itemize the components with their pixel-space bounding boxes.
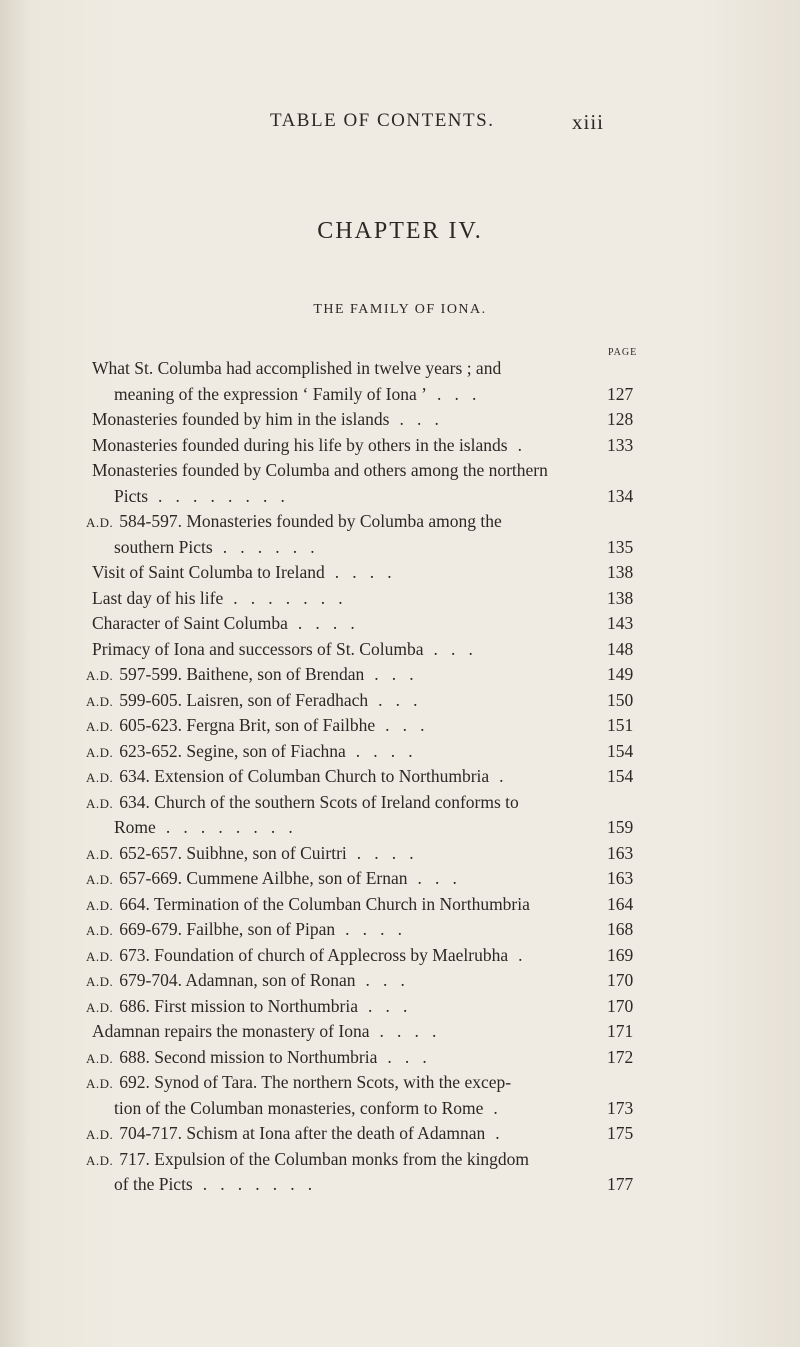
toc-page-number: 128 (607, 409, 634, 429)
toc-leader-dots: . . . (436, 383, 477, 404)
toc-leader-dots: . . . . (356, 842, 414, 863)
toc-entry (86, 1172, 656, 1198)
toc-text: 664. Termination of the Columban Church in Northumbria (119, 893, 530, 914)
toc-leader-dots: . . . . (345, 919, 402, 939)
toc-text: 597-599. Baithene, son of Brendan (119, 664, 365, 684)
toc-text: 717. Expulsion of the Columban monks from the kingdom (119, 1148, 530, 1169)
toc-leader-dots: . . . . (379, 1021, 437, 1041)
toc-entry (86, 433, 656, 459)
toc-entry (86, 509, 656, 535)
toc-leader-dots: . . . (365, 970, 405, 990)
toc-leader-dots: . . . (367, 995, 408, 1016)
toc-page-number: 170 (607, 995, 634, 1016)
toc-leader-dots: . . . (433, 638, 473, 659)
running-title: TABLE OF CONTENTS. (270, 110, 495, 131)
toc-leader-dots: . (518, 944, 523, 965)
toc-leader-dots: . . . (417, 868, 457, 888)
toc-entry (86, 637, 656, 663)
toc-entry (86, 841, 656, 867)
toc-entry (86, 1070, 656, 1096)
toc-entry (86, 1096, 656, 1122)
toc-entry (86, 790, 656, 816)
toc-era: A.D. (86, 1127, 114, 1142)
toc-text: 679-704. Adamnan, son of Ronan (119, 970, 356, 990)
toc-text: Adamnan repairs the monastery of Iona (92, 1021, 370, 1041)
toc-era: A.D. (86, 999, 114, 1015)
toc-entry (86, 611, 656, 637)
toc-text: Monasteries founded by Columba and others among the northern (92, 460, 548, 480)
toc-era: A.D. (86, 1076, 114, 1091)
toc-text: 584-597. Monasteries founded by Columba among the (119, 511, 502, 531)
toc-text: Monasteries founded by him in the islands (92, 409, 390, 429)
toc-text: What St. Columba had accomplished in twelve years ; and (92, 358, 502, 378)
toc-era: A.D. (86, 948, 114, 964)
toc-entry (86, 968, 656, 994)
toc-text: 652-657. Suibhne, son of Cuirtri (119, 842, 347, 863)
toc-page-number: 169 (607, 944, 634, 965)
toc-entry (86, 713, 656, 739)
toc-entry (86, 560, 656, 586)
toc-entry (86, 1121, 656, 1147)
toc-leader-dots: . . . (387, 1046, 427, 1067)
toc-text: Picts (114, 485, 149, 506)
toc-era: A.D. (86, 668, 114, 683)
toc-page-number: 172 (607, 1046, 634, 1067)
toc-leader-dots: . (517, 434, 522, 455)
toc-entry (86, 535, 656, 561)
toc-leader-dots: . (499, 766, 504, 786)
toc-text: Visit of Saint Columba to Ireland (92, 562, 325, 582)
toc-leader-dots: . . . . . . . (202, 1174, 313, 1194)
toc-leader-dots: . . . . . . (222, 536, 315, 557)
toc-entry (86, 1045, 656, 1071)
toc-page-number: 127 (607, 383, 634, 404)
table-of-contents (86, 356, 656, 1198)
toc-text: 686. First mission to Northumbria (119, 995, 358, 1016)
toc-entry (86, 739, 656, 765)
toc-page-number: 159 (607, 817, 634, 837)
toc-era: A.D. (86, 923, 114, 938)
toc-page-number: 175 (607, 1123, 634, 1143)
toc-page-number: 163 (607, 842, 634, 863)
toc-text: 634. Extension of Columban Church to Northumbria (119, 766, 490, 786)
toc-leader-dots: . (495, 1123, 500, 1143)
toc-text: meaning of the expression ‘ Family of Iona ’ (114, 383, 427, 404)
toc-text: 688. Second mission to Northumbria (119, 1046, 378, 1067)
toc-page-number: 138 (607, 562, 634, 582)
toc-entry (86, 1019, 656, 1045)
toc-leader-dots: . . . . (297, 613, 355, 633)
toc-text: 599-605. Laisren, son of Feradhach (119, 689, 369, 710)
toc-text: of the Picts (114, 1174, 193, 1194)
toc-leader-dots: . . . (385, 715, 425, 735)
toc-entry (86, 688, 656, 714)
toc-entry (86, 815, 656, 841)
toc-text: 673. Foundation of church of Applecross by Maelrubha (119, 944, 509, 965)
toc-leader-dots: . . . . . . . . (165, 817, 293, 837)
toc-text: Last day of his life (92, 587, 224, 608)
toc-era: A.D. (86, 846, 114, 862)
toc-page-number: 154 (607, 766, 634, 786)
toc-entry (86, 662, 656, 688)
toc-page-number: 170 (607, 970, 634, 990)
toc-entry (86, 1147, 656, 1173)
toc-leader-dots: . . . (378, 689, 418, 710)
toc-page-number: 149 (607, 664, 634, 684)
toc-text: Rome (114, 817, 156, 837)
toc-entry (86, 866, 656, 892)
toc-page-number: 151 (607, 715, 634, 735)
toc-leader-dots: . . . . . . . (233, 587, 343, 608)
toc-era: A.D. (86, 1152, 114, 1168)
toc-leader-dots: . . . . (334, 562, 392, 582)
toc-text: 669-679. Failbhe, son of Pipan (119, 919, 336, 939)
toc-text: 605-623. Fergna Brit, son of Failbhe (119, 715, 376, 735)
toc-entry (86, 356, 656, 382)
toc-era: A.D. (86, 1050, 114, 1066)
toc-entry (86, 407, 656, 433)
toc-text: Character of Saint Columba (92, 613, 288, 633)
toc-text: southern Picts (114, 536, 213, 557)
toc-page-number: 163 (607, 868, 634, 888)
toc-entry (86, 764, 656, 790)
toc-page-number: 173 (607, 1097, 634, 1118)
toc-leader-dots: . . . . . . . . (158, 485, 285, 506)
chapter-subtitle: THE FAMILY OF IONA. (313, 302, 487, 317)
toc-entry (86, 917, 656, 943)
toc-page-number: 171 (607, 1021, 634, 1041)
toc-entry (86, 892, 656, 918)
toc-page-number: 150 (607, 689, 634, 710)
toc-text: 692. Synod of Tara. The northern Scots, with the excep- (119, 1072, 512, 1092)
toc-text: Monasteries founded during his life by others in the islands (92, 434, 508, 455)
toc-page-number: 164 (607, 893, 634, 914)
toc-page-number: 148 (607, 638, 634, 659)
toc-entry (86, 994, 656, 1020)
toc-era: A.D. (86, 744, 114, 760)
toc-text: 704-717. Schism at Iona after the death of Adamnan (119, 1123, 486, 1143)
toc-era: A.D. (86, 719, 114, 734)
toc-page-number: 143 (607, 613, 634, 633)
toc-text: 623-652. Segine, son of Fiachna (119, 740, 346, 761)
page-number: xiii (572, 110, 605, 134)
toc-entry (86, 382, 656, 408)
toc-text: Primacy of Iona and successors of St. Columba (92, 638, 424, 659)
toc-entry (86, 943, 656, 969)
toc-era: A.D. (86, 693, 114, 709)
toc-text: tion of the Columban monasteries, conform to Rome (114, 1097, 484, 1118)
toc-leader-dots: . . . . (355, 740, 413, 761)
toc-text: 657-669. Cummene Ailbhe, son of Ernan (119, 868, 408, 888)
toc-era: A.D. (86, 974, 114, 989)
toc-entry (86, 484, 656, 510)
page-column-label: PAGE (608, 347, 638, 358)
toc-era: A.D. (86, 872, 114, 887)
toc-era: A.D. (86, 770, 114, 785)
toc-text: 634. Church of the southern Scots of Ireland conforms to (119, 791, 519, 812)
chapter-title: CHAPTER IV. (317, 218, 483, 244)
toc-page-number: 134 (607, 485, 634, 506)
toc-page-number: 177 (607, 1174, 634, 1194)
toc-era: A.D. (86, 515, 114, 530)
toc-era: A.D. (86, 897, 114, 913)
toc-page-number: 138 (607, 587, 634, 608)
toc-leader-dots: . . . (374, 664, 414, 684)
toc-leader-dots: . . . (399, 409, 439, 429)
toc-entry (86, 458, 656, 484)
toc-page-number: 135 (607, 536, 634, 557)
toc-entry (86, 586, 656, 612)
toc-page-number: 133 (607, 434, 634, 455)
toc-era: A.D. (86, 795, 114, 811)
toc-page-number: 168 (607, 919, 634, 939)
toc-page-number: 154 (607, 740, 634, 761)
running-head (0, 110, 800, 140)
toc-leader-dots: . (493, 1097, 498, 1118)
